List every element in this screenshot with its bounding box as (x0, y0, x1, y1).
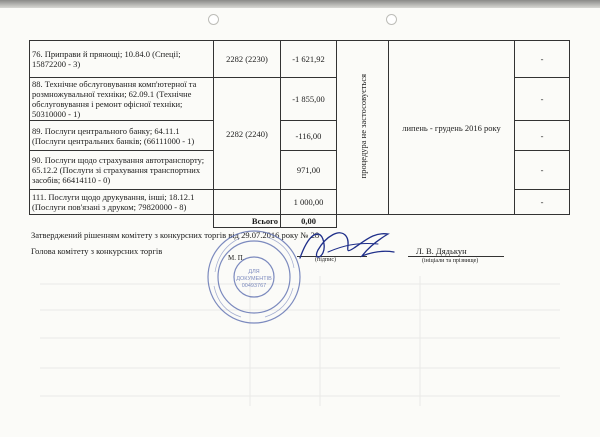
note-cell: - (515, 41, 570, 78)
signatory-title: Голова комітету з конкурсних торгів (31, 246, 163, 256)
procedure-text: процедура не застосовується (357, 74, 368, 179)
amount-cell: 971,00 (281, 151, 337, 190)
punch-hole-left (208, 14, 219, 25)
handwritten-signature (282, 222, 402, 270)
period-cell: липень - грудень 2016 року (389, 41, 515, 215)
note-cell: - (515, 190, 570, 215)
procurement-plan-table (29, 40, 570, 228)
amount-cell: -1 621,92 (281, 41, 337, 78)
scan-edge (0, 0, 600, 8)
amount-cell: 1 000,00 (281, 190, 337, 215)
total-value: 0,00 (281, 215, 337, 228)
kekv-cell: 2282 (2240) (214, 78, 281, 190)
signature-caption: (підпис) (315, 257, 337, 263)
kekv-cell: 2282 (2230) (214, 41, 281, 78)
seal-center-line-2: ДОКУМЕНТІВ (236, 276, 272, 282)
note-cell: - (515, 151, 570, 190)
total-label: Всього (214, 215, 281, 228)
amount-cell: -1 855,00 (281, 78, 337, 121)
item-name-cell: 111. Послуги щодо друкування, інші; 18.12.1 (Послуги пов'язані з друком; 79820000 - 8) (30, 190, 214, 215)
item-name-cell: 76. Приправи й прянощі; 10.84.0 (Спеції; 15872200 - 3) (30, 41, 214, 78)
table-row (30, 41, 570, 78)
seal-center-code: 00493767 (241, 283, 267, 289)
blank-cell (30, 215, 214, 228)
name-caption: (ініціали та прізвище) (422, 258, 479, 264)
punch-hole-right (386, 14, 397, 25)
item-name-cell: 89. Послуги центрального банку; 64.11.1 (Послуги центральних банків; (66111000 - 1) (30, 121, 214, 151)
note-cell: - (515, 121, 570, 151)
seal-center-line-1: ДЛЯ (248, 269, 260, 275)
seal-place-label: М. П. (228, 254, 245, 262)
procedure-cell (337, 41, 389, 215)
signatory-name: Л. В. Дядькун (416, 246, 467, 256)
item-name-cell: 88. Технічне обслуговування комп'ютерної та розмножувальної техніки; 62.09.1 (Технічне обслуговування і ремонт офісної техніки; 50310000 - 1) (30, 78, 214, 121)
note-cell: - (515, 78, 570, 121)
kekv-cell (214, 190, 281, 215)
name-line (408, 256, 504, 257)
amount-cell: -116,00 (281, 121, 337, 151)
approval-statement: Затверджений рішенням комітету з конкурсних торгів від 29.07.2016 року № 28 (31, 230, 320, 240)
item-name-cell: 90. Послуги щодо страхування автотранспорту; 65.12.2 (Послуги зі страхування транспортних засобів; 66414110 - 0) (30, 151, 214, 190)
